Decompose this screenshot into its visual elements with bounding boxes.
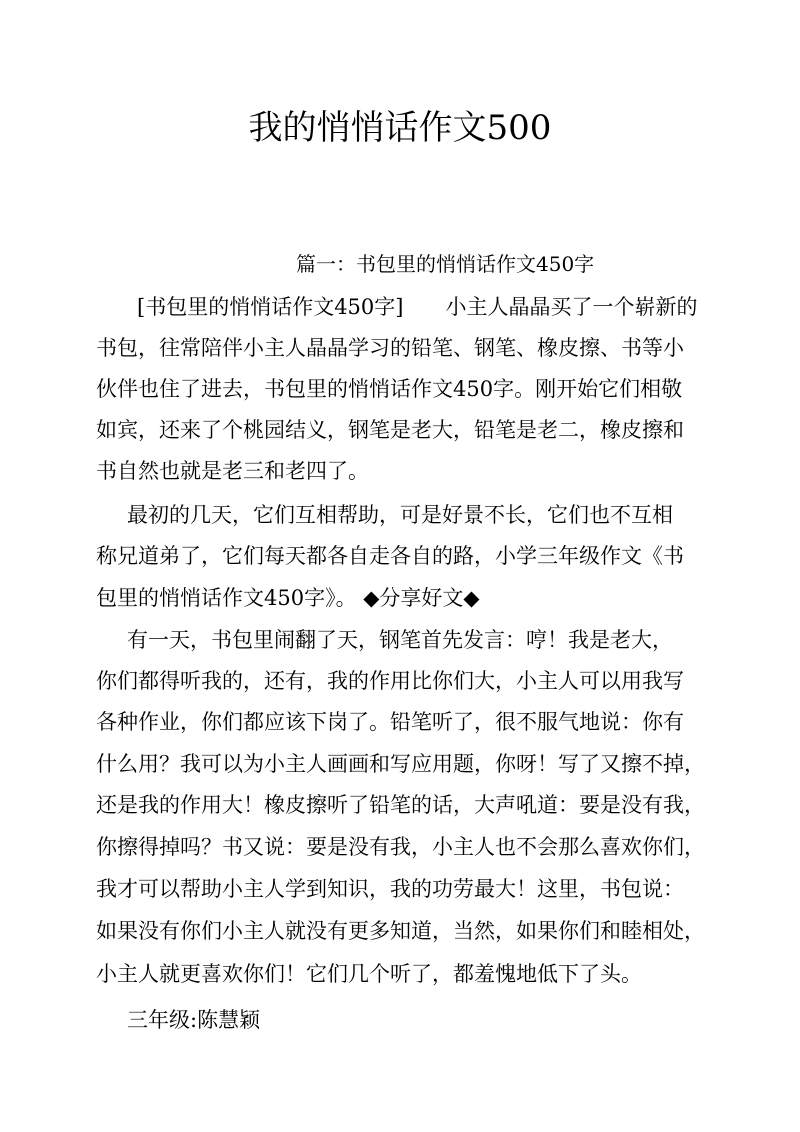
paragraph-1-line-2: 书包，往常陪伴小主人晶晶学习的铅笔、钢笔、橡皮擦、书等小: [96, 336, 684, 360]
paragraph-1-lead: [书包里的悄悄话作文450字]: [137, 295, 404, 319]
paragraph-3-line-5: 还是我的作用大！橡皮擦听了铅笔的话，大声吼道：要是没有我，: [96, 793, 705, 817]
paragraph-3-line-9: 小主人就更喜欢你们！它们几个听了，都羞愧地低下了头。: [96, 962, 642, 986]
paragraph-1-line-1: [137, 290, 697, 324]
paragraph-3-line-7: 我才可以帮助小主人学到知识，我的功劳最大！这里，书包说：: [96, 877, 684, 901]
paragraph-3-line-1: 有一天，书包里闹翻了天，钢笔首先发言：哼！我是老大，: [127, 628, 673, 652]
essay-subtitle: 篇一：书包里的悄悄话作文450字: [296, 252, 595, 276]
paragraph-3-line-3: 各种作业，你们都应该下岗了。铅笔听了，很不服气地说：你有: [96, 710, 684, 734]
paragraph-3-line-4: 什么用？我可以为小主人画画和写应用题，你呀！写了又擦不掉，: [96, 752, 705, 776]
paragraph-2-line-3: 包里的悄悄话作文450字》。 ◆分享好文◆: [96, 586, 480, 610]
paragraph-3-line-2: 你们都得听我的，还有，我的作用比你们大，小主人可以用我写: [96, 669, 684, 693]
paragraph-3-line-6: 你擦得掉吗？书又说：要是没有我，小主人也不会那么喜欢你们，: [96, 835, 705, 859]
paragraph-3-line-8: 如果没有你们小主人就没有更多知道，当然，如果你们和睦相处，: [96, 919, 705, 943]
paragraph-2-line-1: 最初的几天，它们互相帮助，可是好景不长，它们也不互相: [127, 503, 673, 527]
author-signature: 三年级:陈慧颖: [127, 1008, 261, 1032]
paragraph-1-line-5: 书自然也就是老三和老四了。: [96, 459, 369, 483]
page-title: 我的悄悄话作文500: [248, 108, 552, 148]
paragraph-1-line-1-rest: 小主人晶晶买了一个崭新的: [445, 295, 698, 319]
paragraph-1-line-4: 如宾，还来了个桃园结义，钢笔是老大，铅笔是老二，橡皮擦和: [96, 418, 684, 442]
paragraph-1-line-3: 伙伴也住了进去，书包里的悄悄话作文450字。刚开始它们相敬: [96, 377, 683, 401]
paragraph-2-line-2: 称兄道弟了，它们每天都各自走各自的路，小学三年级作文《书: [96, 544, 684, 568]
